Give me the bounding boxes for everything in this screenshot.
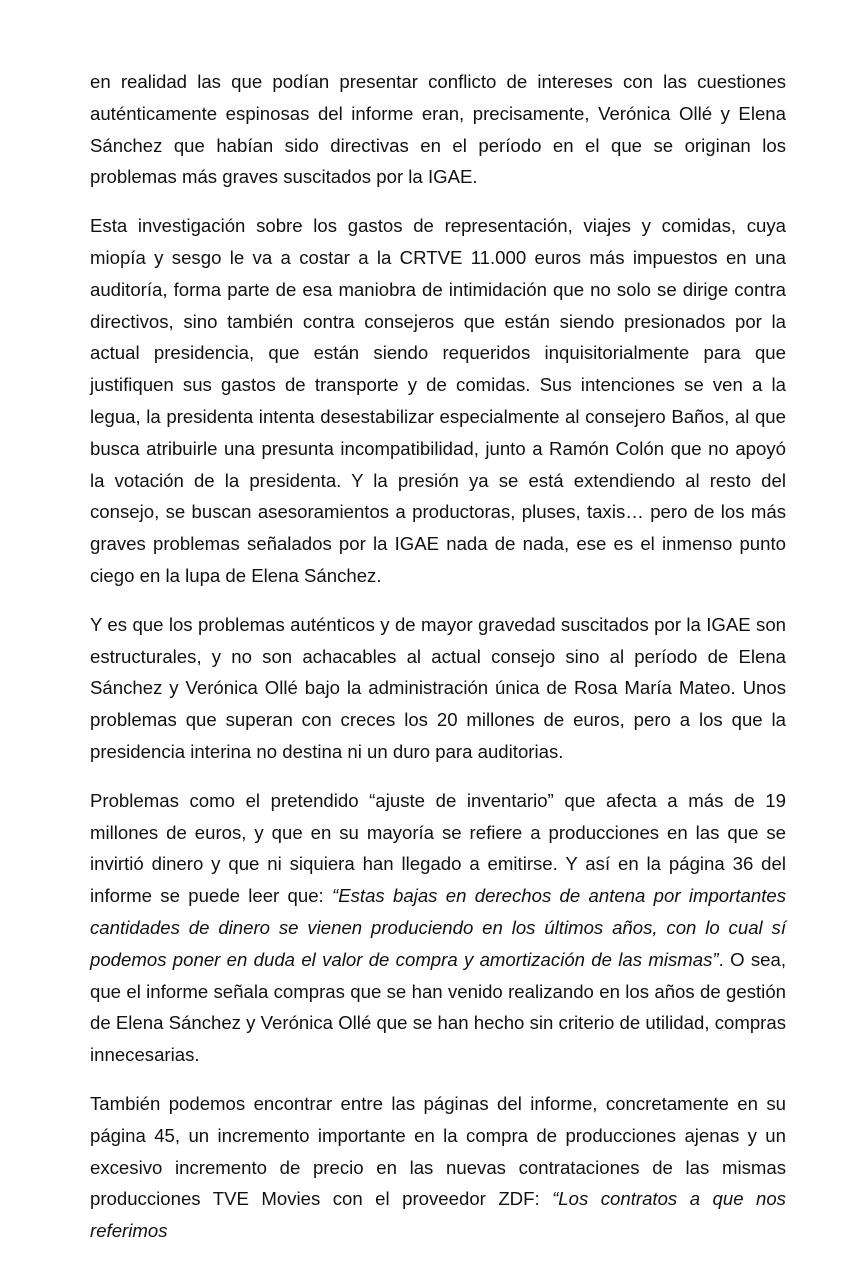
paragraph-3	[90, 609, 786, 768]
paragraph-text: en realidad las que podían presentar conflicto de intereses con las cuestiones auténticamente espinosas del informe eran, precisamente, Verónica Ollé y Elena Sánchez que habían sido directivas en el período en el que se originan los problemas más graves suscitados por la IGAE.	[90, 71, 786, 188]
paragraph-text: Problemas como el pretendido “ajuste de inventario” que afecta a más de 19 millones de euros, y que en su mayoría se refiere a producciones en las que se invirtió dinero y que ni siquiera han llegado a emitirse. Y así en la página 36 del informe se puede leer que:	[90, 789, 786, 907]
document-body	[90, 66, 786, 1264]
paragraph-text: También podemos encontrar entre las páginas del informe, concretamente en su página 45, un incremento importante en la compra de producciones ajenas y un excesivo incremento de precio en las nuevas contrataciones de las mismas producciones TVE Movies con el proveedor ZDF:	[90, 1092, 786, 1210]
paragraph-text: Esta investigación sobre los gastos de representación, viajes y comidas, cuya miopía y sesgo le va a costar a la CRTVE 11.000 euros más impuestos en una auditoría, forma parte de esa maniobra de intimidación que no solo se dirige contra directivos, sino también contra consejeros que están siendo presionados por la actual presidencia, que están siendo requeridos inquisitorialmente para que justifiquen sus gastos de transporte y de comidas. Sus intenciones se ven a la legua, la presidenta intenta desestabilizar especialmente al consejero Baños, al que busca atribuirle una presunta incompatibilidad, junto a Ramón Colón que no apoyó la votación de la presidenta. Y la presión ya se está extendiendo al resto del consejo, se buscan asesoramientos a productoras, pluses, taxis… pero de los más graves problemas señalados por la IGAE nada de nada, ese es el inmenso punto ciego en la lupa de Elena Sánchez.	[90, 215, 786, 586]
paragraph-1	[90, 66, 786, 193]
paragraph-text: . O sea, que el informe señala compras que se han venido realizando en los años de gestión de Elena Sánchez y Verónica Ollé que se han hecho sin criterio de utilidad, compras innecesarias.	[90, 948, 786, 1066]
paragraph-text: Y es que los problemas auténticos y de mayor gravedad suscitados por la IGAE son estructurales, y no son achacables al actual consejo sino al período de Elena Sánchez y Verónica Ollé bajo la administración única de Rosa María Mateo. Unos problemas que superan con creces los 20 millones de euros, pero a los que la presidencia interina no destina ni un duro para auditorias.	[90, 613, 786, 762]
paragraph-2	[90, 210, 786, 592]
paragraph-4	[90, 785, 786, 1071]
quoted-text: “Los contratos a que nos referimos	[90, 1188, 786, 1242]
quoted-text: “Estas bajas en derechos de antena por importantes cantidades de dinero se vienen produciendo en los últimos años, con lo cual sí podemos poner en duda el valor de compra y amortización de las mismas”	[90, 885, 786, 970]
paragraph-5	[90, 1088, 786, 1247]
